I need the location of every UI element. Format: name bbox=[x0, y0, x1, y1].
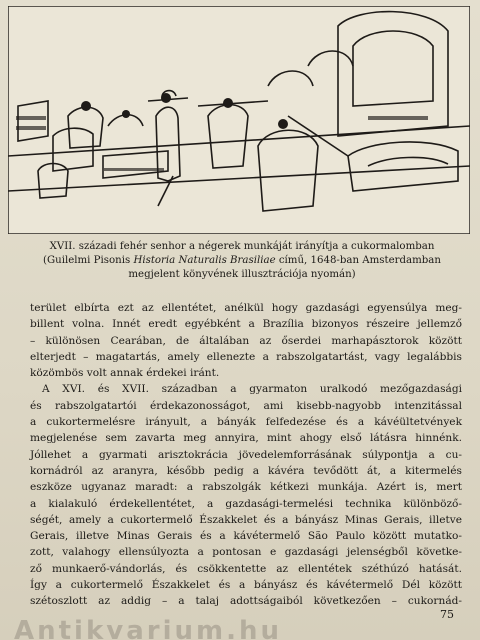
text-line: A XVI. és XVII. században a gyarmaton uralkodó mezőgazdasági bbox=[42, 383, 462, 396]
text-line: kornádról az aranyra, később pedig a kávéra tevődött át, a kitermelés bbox=[30, 464, 462, 477]
text-line: ségét, amely a cukortermelő Északkelet és a bányász Minas Gerais, illetve bbox=[30, 513, 462, 526]
text-line: és rabszolgatartói érdekazonosságot, ami kisebb-nagyobb intenzitással bbox=[30, 399, 462, 412]
illustration-caption bbox=[22, 240, 462, 283]
text-line: – különösen Cearában, de általában az őserdei marhapásztorok között bbox=[30, 334, 462, 347]
caption-source-suffix: című, 1648-ban Amsterdamban bbox=[275, 255, 441, 267]
text-line: Gerais, illetve Minas Gerais és a kávétermelő São Paulo között mutatko- bbox=[30, 530, 462, 543]
text-line: billent volna. Innét eredt egyébként a Brazília bizonyos részeire jellemző bbox=[30, 318, 462, 331]
page-number: 75 bbox=[440, 608, 454, 621]
caption-line-2 bbox=[22, 254, 462, 268]
body-text bbox=[30, 300, 462, 610]
text-line: zott, valahogy ellensúlyozta a pontosan e gazdasági jelenségből követke- bbox=[30, 546, 462, 559]
text-line: Jóllehet a gyarmati arisztokrácia jövedelemforrásának súlypontja a cu- bbox=[30, 448, 462, 461]
caption-book-title: Historia Naturalis Brasiliae bbox=[133, 255, 276, 267]
text-line: ző munkaerő-vándorlás, és csökkentette az ellentétek széthúzó hatását. bbox=[30, 562, 462, 575]
text-line: a cukortermelésre irányult, a bányák felfedezése és a kávéültetvények bbox=[30, 416, 462, 429]
watermark: Antikvarium.hu bbox=[14, 616, 282, 640]
caption-line-1: XVII. századi fehér senhor a négerek munkáját irányítja a cukormalomban bbox=[49, 241, 435, 252]
text-line: szétoszlott az addig – a talaj adottságaiból következően – cukornád- bbox=[30, 595, 462, 608]
caption-source-prefix: (Guilelmi Pisonis bbox=[43, 255, 134, 267]
text-line: a kialakuló érdekellentétet, a gazdasági-termelési technika különböző- bbox=[30, 497, 462, 510]
sugar-mill-illustration bbox=[8, 6, 470, 234]
caption-line-3: megjelent könyvének illusztrációja nyomán) bbox=[128, 269, 356, 281]
text-line: elterjedt – magatartás, amely ellenezte a rabszolgatartást, vagy legalábbis bbox=[30, 350, 462, 363]
text-line: Így a cukortermelő Északkelet és a bányász és kávétermelő Dél között bbox=[30, 579, 462, 592]
text-line: eszköze ugyanaz maradt: a rabszolgák kétkezi munkája. Azért is, mert bbox=[30, 481, 462, 494]
paragraph-2 bbox=[30, 381, 462, 609]
text-line: terület elbírta ezt az ellentétet, anélkül hogy gazdasági egyensúlya meg- bbox=[30, 302, 462, 314]
text-line: megjelenése sem zavarta meg annyira, mint ahogy első látásra hinnénk. bbox=[30, 432, 462, 445]
paragraph-1 bbox=[30, 300, 462, 381]
text-line: közömbös volt annak érdekei iránt. bbox=[30, 367, 220, 380]
